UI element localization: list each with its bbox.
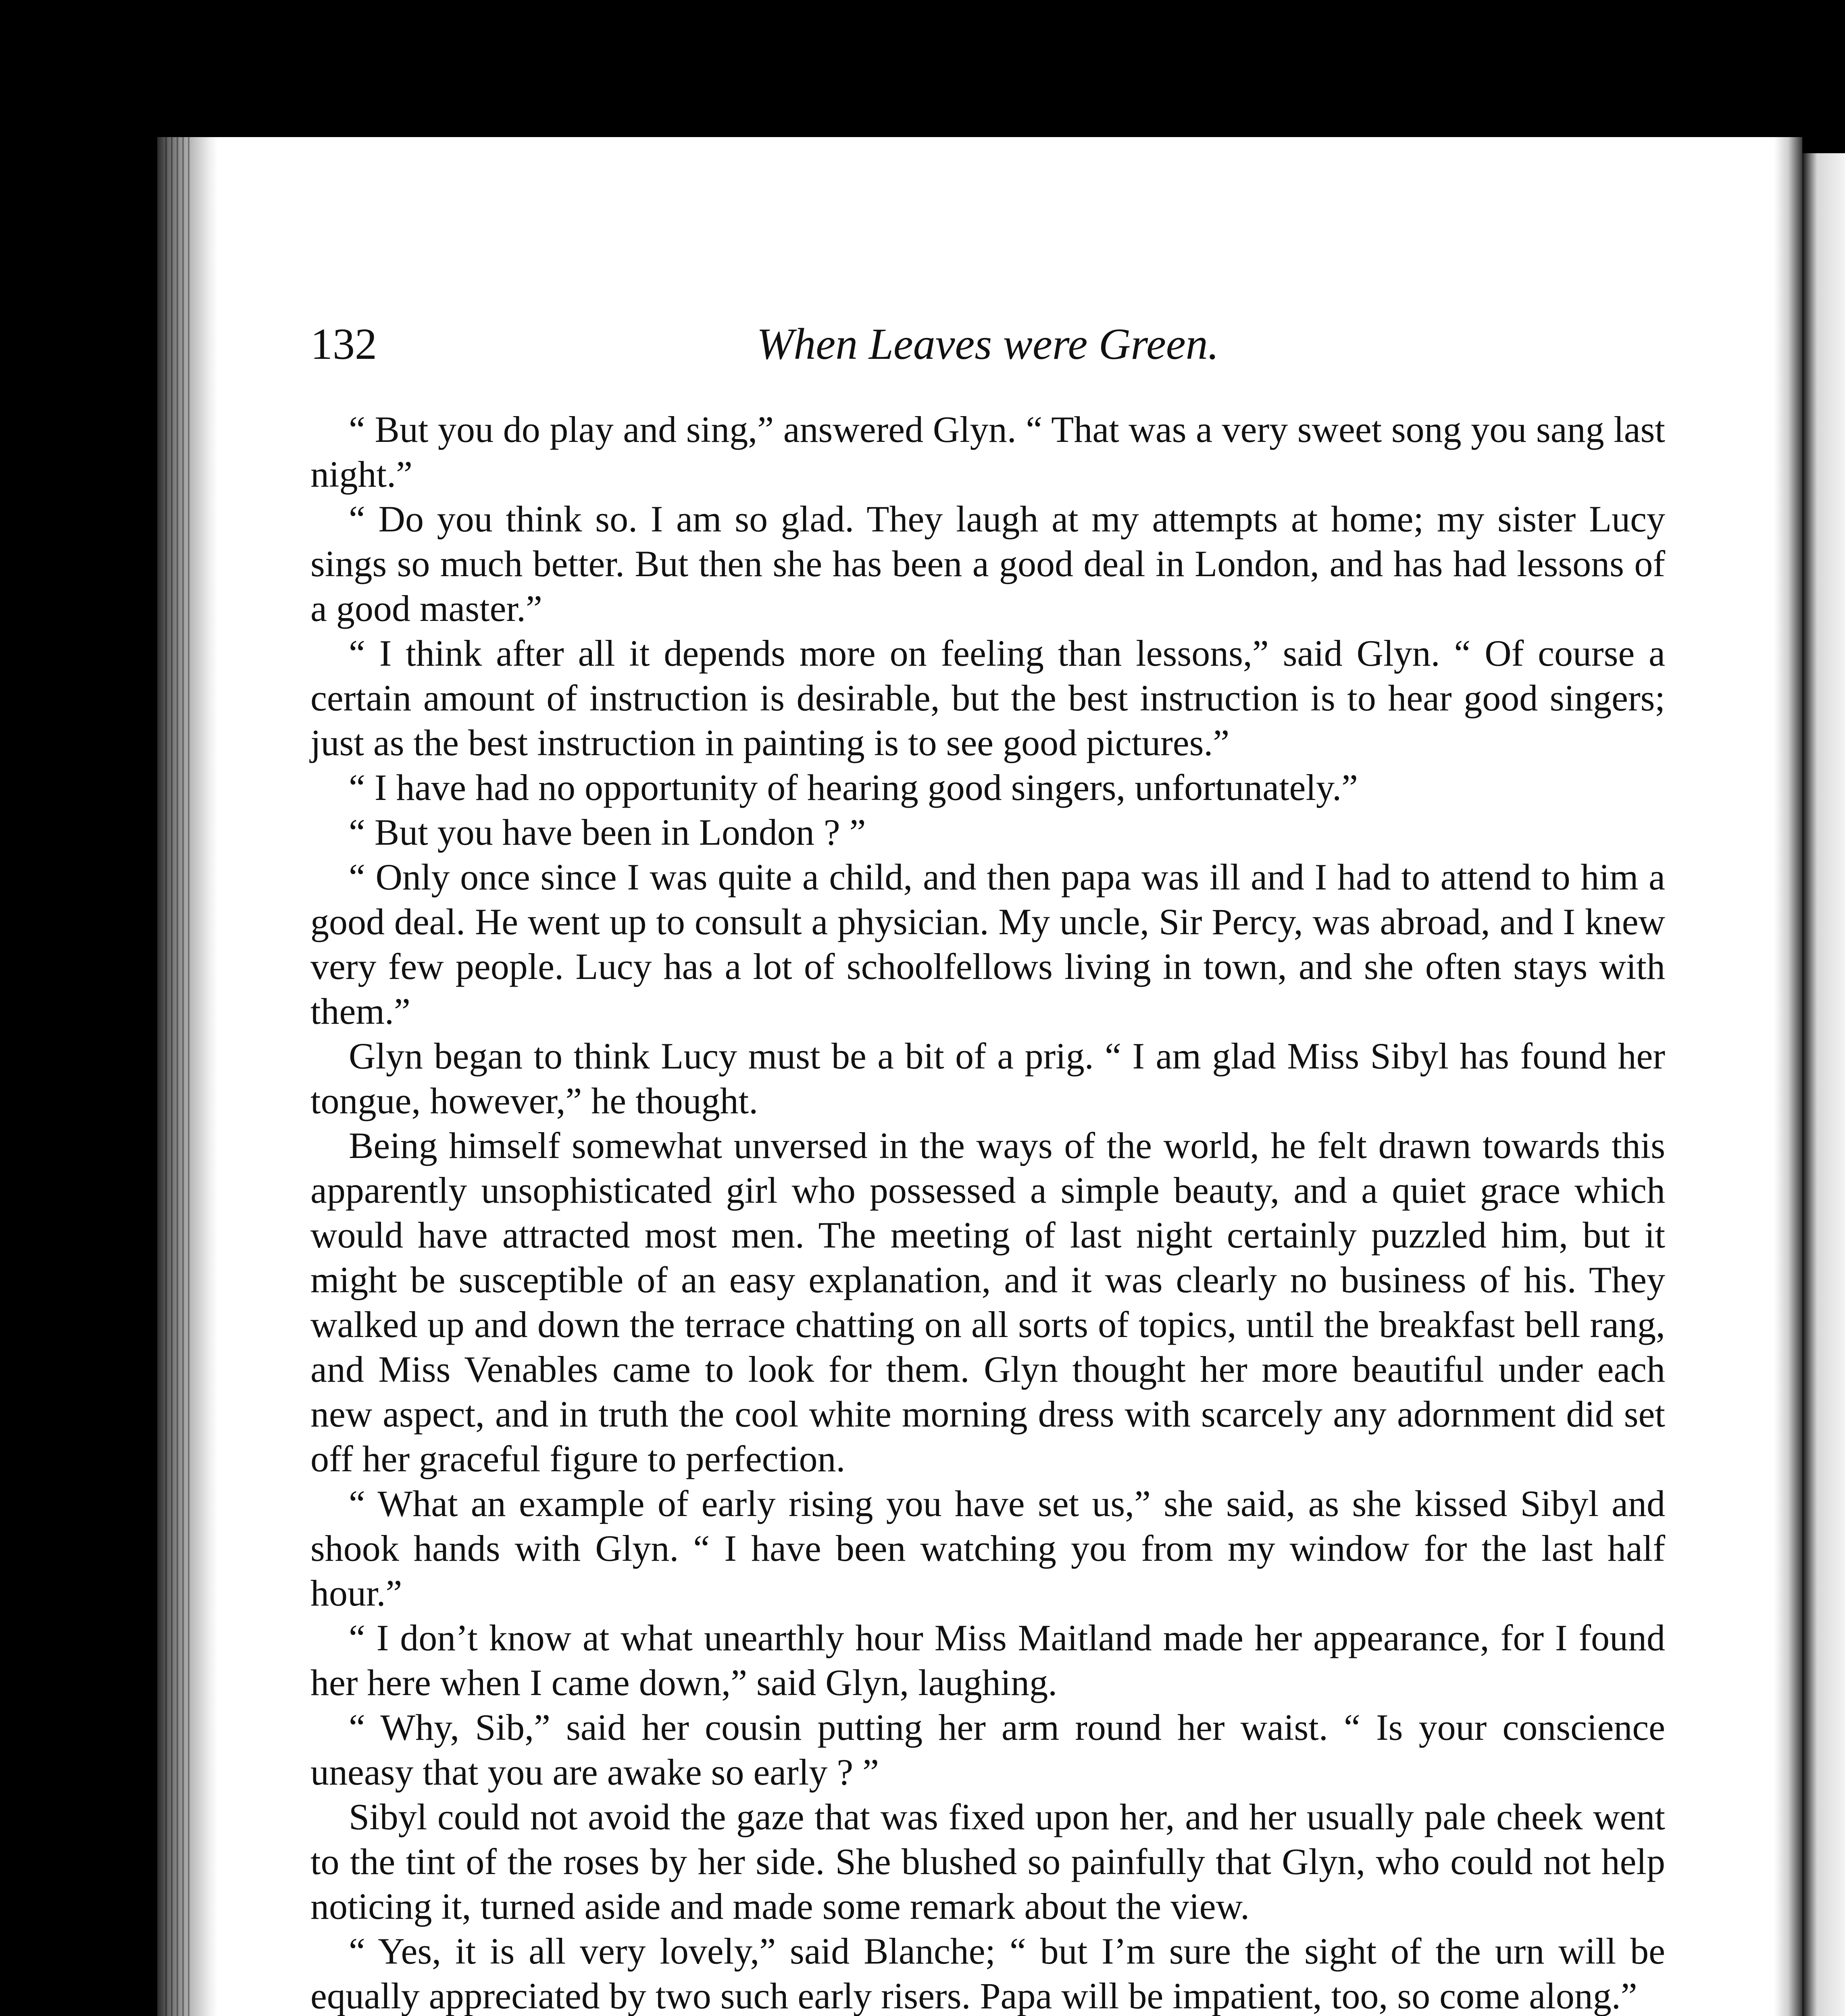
paragraph: “ But you have been in London ? ” [349,812,866,853]
paragraph: “ I think after all it depends more on feeling than lessons,” said Glyn. “ Of course a certain amount of instruction is desirable, but the best instruction is to hear good singers; just as the best instruction in painting is to see good pictures.” [310,633,1665,763]
paragraph: “ Only once since I was quite a child, and then papa was ill and I had to attend to him a good deal. He went up to consult a physician. My uncle, Sir Percy, was abroad, and I knew very few people. Lucy has a lot of schoolfellows living in town, and she often stays with them.” [310,856,1665,1032]
adjacent-page-edge [1802,153,1845,2016]
paragraph: “ What an example of early rising you have set us,” she said, as she kissed Sibyl and shook hands with Glyn. “ I have been watching you from my window for the last half hour.” [310,1483,1665,1614]
body-text [310,407,1665,2016]
paragraph: “ I have had no opportunity of hearing good singers, unfortunately.” [349,767,1358,808]
page-number: 132 [310,319,377,369]
paragraph: “ I don’t know at what unearthly hour Miss Maitland made her appearance, for I found her here when I came down,” said Glyn, laughing. [310,1617,1665,1703]
binding-lines [165,137,189,2016]
running-head [310,319,1665,371]
paragraph: Sibyl could not avoid the gaze that was fixed upon her, and her usually pale cheek went to the tint of the roses by her side. She blushed so painfully that Glyn, who could not help noticing it, turned aside and made some remark about the view. [310,1796,1665,1927]
book-page [157,137,1802,2016]
paragraph: Glyn began to think Lucy must be a bit of a prig. “ I am glad Miss Sibyl has found her tongue, however,” he thought. [310,1035,1665,1121]
paragraph: “ Do you think so. I am so glad. They laugh at my attempts at home; my sister Lucy sings so much better. But then she has been a good deal in London, and has had lessons of a good master.” [310,498,1665,629]
running-title: When Leaves were Green. [756,319,1219,369]
page-right-edge [1774,137,1802,2016]
paragraph: “ But you do play and sing,” answered Glyn. “ That was a very sweet song you sang last night.” [310,409,1665,495]
paragraph: “ Yes, it is all very lovely,” said Blanche; “ but I’m sure the sight of the urn will be equally appreciated by two such early risers. Papa will be impatient, too, so come along.” [310,1931,1665,2016]
paragraph: “ Why, Sib,” said her cousin putting her arm round her waist. “ Is your conscience uneasy that you are awake so early ? ” [310,1707,1665,1793]
paragraph: Being himself somewhat unversed in the ways of the world, he felt drawn towards this apparently unsophisticated girl who possessed a simple beauty, and a quiet grace which would have attracted most men. The meeting of last night certainly puzzled him, but it might be susceptible of an easy explanation, and it was clearly no business of his. They walked up and down the terrace chatting on all sorts of topics, until the breakfast bell rang, and Miss Venables came to look for them. Glyn thought her more beautiful under each new aspect, and in truth the cool white morning dress with scarcely any adornment did set off her graceful figure to perfection. [310,1125,1665,1479]
